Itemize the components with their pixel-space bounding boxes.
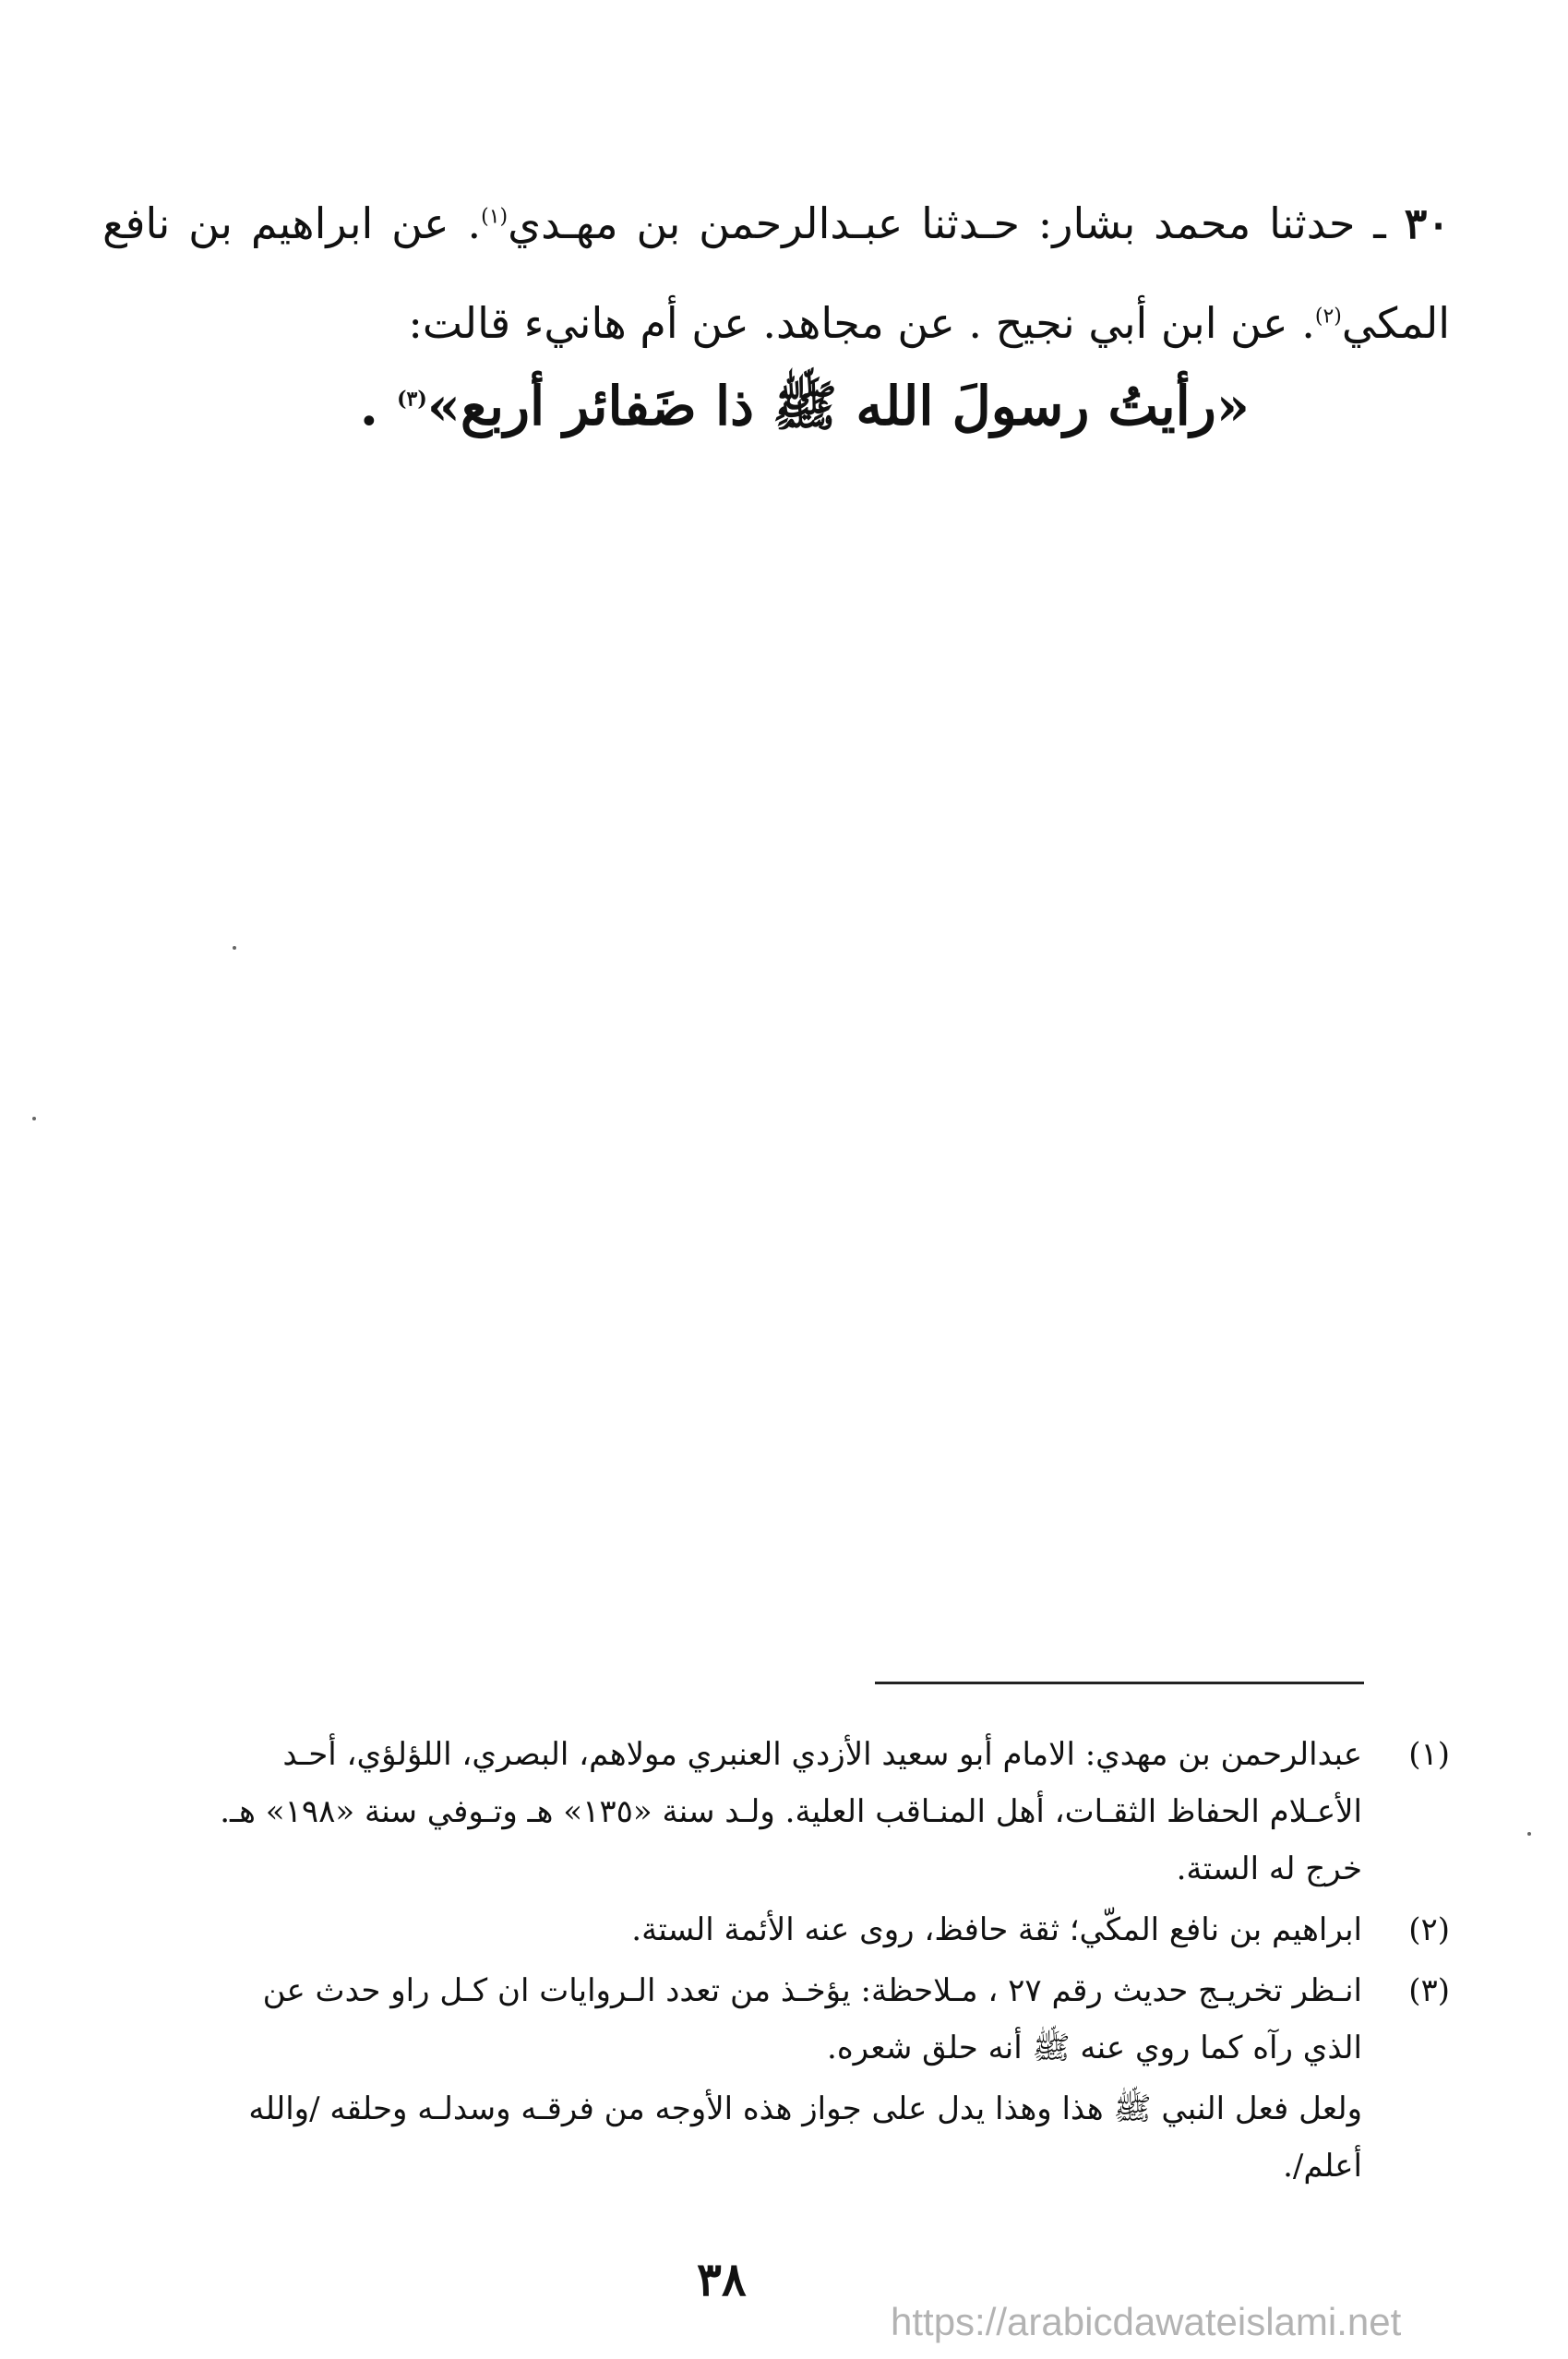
footnote-number: (٣) <box>1408 1972 1450 2009</box>
footnote-line: خرج له الستة. <box>1176 1850 1362 1887</box>
hadith-paragraph <box>102 174 1450 373</box>
footnote-3-continuation <box>102 2080 1450 2195</box>
footnote-body <box>102 1962 1362 2077</box>
footnote-line: الذي رآه كما روي عنه ﷺ أنه حلق شعره. <box>827 2030 1362 2066</box>
footnote-line: عبدالرحمن بن مهدي: الامام أبو سعيد الأزدي العنبري مولاهم، البصري، اللؤلؤي، أحـد <box>282 1736 1362 1773</box>
matn-text: «رأيتُ رسولَ الله ﷺ ذا ضَفائر أربع» <box>426 375 1250 437</box>
footnote-ref-2[interactable]: (٢) <box>1314 305 1342 329</box>
footnote-separator <box>875 1682 1364 1684</box>
watermark-url: https://arabicdawateislami.net <box>891 2300 1402 2343</box>
footnote-ref-1[interactable]: (١) <box>481 205 509 229</box>
footnote-line: ابراهيم بن نافع المكّي؛ ثقة حافظ، روى عنه الأئمة الستة. <box>631 1911 1362 1948</box>
matn-end: . <box>359 375 398 437</box>
scan-speck <box>32 1117 36 1120</box>
footnote-2 <box>102 1901 1450 1958</box>
footnotes <box>102 1726 1450 2195</box>
footnote-body <box>102 1726 1362 1898</box>
footnote-1 <box>102 1726 1450 1898</box>
footnote-line: أعلم/. <box>1283 2148 1362 2185</box>
page-number: ٣٨ <box>697 2252 747 2306</box>
footnote-number: (٢) <box>1408 1911 1450 1948</box>
footnote-number: (١) <box>1408 1736 1450 1773</box>
hadith-matn <box>360 374 1250 451</box>
hadith-text-part2: . عن ابراهيم بن نافع المكي <box>102 198 1450 348</box>
hadith-number: ٣٠ <box>1404 198 1450 248</box>
footnote-3 <box>102 1962 1450 2077</box>
scan-speck <box>233 946 236 950</box>
scan-speck <box>1527 1832 1531 1836</box>
footnote-line: ولعل فعل النبي ﷺ هذا وهذا يدل على جواز هذه الأوجه من فرقـه وسدلـه وحلقه /والله <box>248 2090 1362 2127</box>
footnote-body <box>102 1901 1362 1958</box>
footnote-ref-3[interactable]: (٣) <box>397 387 427 412</box>
footnote-line: انـظر تخريـج حديث رقم ٢٧ ، مـلاحظة: يؤخـذ من تعدد الـروايات ان كـل راو حدث عن <box>262 1972 1362 2009</box>
footnote-line: الأعـلام الحفاظ الثقـات، أهل المنـاقب العلية. ولـد سنة «١٣٥» هـ وتـوفي سنة «١٩٨» هـ. <box>220 1793 1362 1830</box>
hadith-text-part1: ـ حدثنا محمد بشار: حـدثنا عبـدالرحمن بن مهـدي <box>508 198 1405 248</box>
hadith-text-part3: . عن ابن أبي نجيح . عن مجاهد. عن أم هانيء قالت: <box>408 298 1315 348</box>
